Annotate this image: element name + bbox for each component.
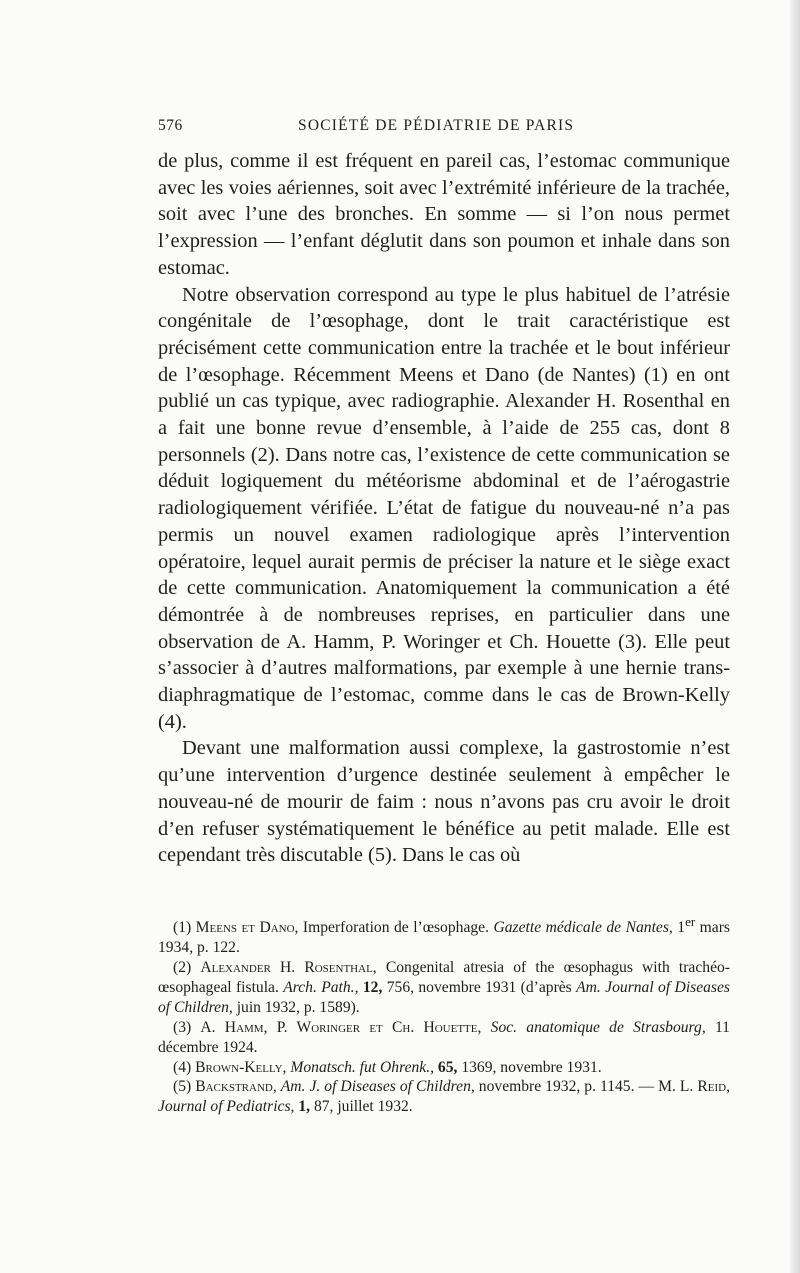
- footnote-authors: Meens et Dano,: [195, 919, 299, 937]
- footnote-journal: Arch. Path.,: [283, 978, 359, 996]
- footnote-rest-2: juin 1932, p. 1589).: [232, 998, 360, 1016]
- page-header: [158, 117, 730, 139]
- footnote-volume: 12,: [362, 978, 383, 996]
- body-text: [158, 148, 730, 869]
- footnote-journal: Soc. anatomique de Strasbourg,: [490, 1018, 706, 1036]
- footnote-rest: 11 décembre 1924.: [158, 1018, 730, 1056]
- footnote-5: [158, 1077, 730, 1117]
- footnote-journal: Gazette médicale de Nantes,: [493, 919, 673, 937]
- footnote-number: (5): [173, 1078, 192, 1096]
- paragraph-3: Devant une malformation aussi complexe, la gastrostomie n’est qu’une intervention d’urgence destinée seulement à empêcher le nouveau-né de mourir de faim : nous n’avons pas cru avoir le droit d’en refuser systématiquement le bénéfice au petit malade. Elle est cependant très discutable (5). Dans le cas où: [158, 737, 730, 867]
- footnote-date-rest: mars 1934, p. 122.: [158, 919, 730, 957]
- footnote-number: (1): [173, 919, 192, 937]
- footnote-authors: Alexander H. Rosenthal,: [200, 959, 377, 976]
- footnote-2: [158, 958, 730, 1018]
- footnote-superscript: er: [685, 914, 696, 929]
- footnote-journal: Monatsch. fut Ohrenk.,: [290, 1058, 435, 1076]
- footnote-number: (3): [173, 1018, 192, 1036]
- footnote-3: [158, 1018, 730, 1058]
- page-number: 576: [158, 117, 183, 134]
- footnote-authors: A. Hamm, P. Woringer et Ch. Houette,: [200, 1018, 482, 1036]
- footnote-volume: 65,: [437, 1058, 458, 1076]
- footnote-volume: 1,: [298, 1098, 311, 1116]
- footnotes: [158, 912, 730, 1117]
- footnote-text: Congenital atresia of the œsophagus with trachéo-œsophageal fistula.: [158, 959, 730, 996]
- footnote-4: [158, 1058, 730, 1078]
- footnote-rest-2: 87, juillet 1932.: [310, 1098, 413, 1116]
- footnote-authors-2: M. L. Reid,: [658, 1078, 730, 1096]
- paragraph-1: de plus, comme il est fréquent en pareil cas, l’estomac communique avec les voies aériennes, soit avec l’extrémité inférieure de la trachée, soit avec l’une des bronches. En somme — si l’on nous permet l’expression — l’enfant déglutit dans son poumon et inhale dans son estomac.: [158, 150, 730, 279]
- footnote-date: 1: [672, 919, 686, 937]
- footnote-number: (2): [173, 959, 192, 976]
- running-title: SOCIÉTÉ DE PÉDIATRIE DE PARIS: [298, 117, 575, 134]
- footnote-text: Imperforation de l’œsophage.: [298, 919, 494, 937]
- footnote-rest: 756, novembre 1931 (d’après: [382, 978, 577, 996]
- footnote-rest: 1369, novembre 1931.: [457, 1058, 602, 1076]
- page-edge-shadow: [790, 0, 800, 1273]
- paragraph-2: Notre observation correspond au type le plus habituel de l’atrésie congénitale de l’œsophage, dont le trait caractéristique est précisément cette communication entre la trachée et le bout inférieur de l’œsophage. Récemment Meens et Dano (de Nantes) (1) en ont publié un cas typique, avec radiographie. Alexander H. Rosenthal en a fait une bonne revue d’ensemble, à l’aide de 255 cas, dont 8 personnels (2). Dans notre cas, l’existence de cette communication se déduit logiquement du météorisme abdominal et de l’aérogastrie radiologiquement vérifiée. L’état de fatigue du nouveau-né n’a pas permis un nouvel examen radiologique après l’intervention opératoire, lequel aurait permis de préciser la nature et le siège exact de cette communication. Anatomiquement la communication a été démontrée à de nombreuses reprises, en particulier dans une observation de A. Hamm, P. Woringer et Ch. Houette (3). Elle peut s’associer à d’autres malformations, par exemple à une hernie trans-diaphragmatique de l’estomac, comme dans le cas de Brown-Kelly (4).: [158, 283, 730, 733]
- footnote-number: (4): [173, 1058, 192, 1076]
- footnote-journal-2: Am. Journal of Diseases of Children,: [158, 978, 730, 1016]
- footnote-authors: Backstrand,: [195, 1078, 277, 1096]
- footnote-authors: Brown-Kelly,: [195, 1058, 287, 1076]
- footnote-journal: Am. J. of Diseases of Children,: [280, 1078, 475, 1096]
- footnote-journal-2: Journal of Pediatrics,: [158, 1098, 295, 1116]
- footnote-rest: novembre 1932, p. 1145. —: [474, 1078, 659, 1096]
- footnote-1: [158, 912, 730, 958]
